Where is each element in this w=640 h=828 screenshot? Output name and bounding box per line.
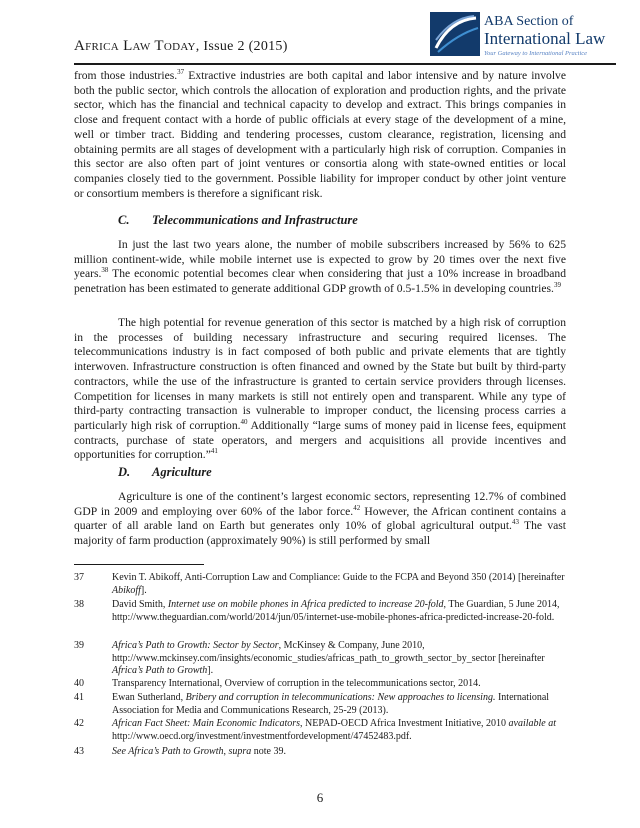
footnote-ref-40: 40 xyxy=(240,418,248,427)
paragraph-mobile: In just the last two years alone, the number of mobile subscribers increased by 56% to 625 million continent-wide, while mobile internet use is expected to grow by 20 times over the next five years.$^{38}$ The economic potential becomes clear when considering that just a 10% increase in broadband penetration has been estimated to generate additional GDP growth of 0.5-1.5% in developing countries.$^{39}$ xyxy=(74,238,566,296)
paragraph-agriculture: Agriculture is one of the continent’s largest economic sectors, representing 12.7% of combined GDP in 2009 and employing over 60% of the labor force.$^{42}$ However, the African continent contains a quarter of all arable land on Earth but generates only 10% of global agricultural output.$^{43}$ The vast majority of farm production (approximately 90%) is still performed by small xyxy=(74,490,566,548)
journal-title: Africa Law Today xyxy=(74,38,196,54)
footnote-separator xyxy=(74,564,204,565)
footnote-39: 39 Africa’s Path to Growth: Sector by Sector, McKinsey & Company, June 2010, http://www.mckinsey.com/insights/economic_studies/africas_path_to_growth_sector_by_sector [hereinafter Africa’s Path to Growth]. xyxy=(74,640,545,677)
aba-logo xyxy=(430,10,615,62)
paragraph-telecom-risk: The high potential for revenue generation of this sector is matched by a high risk of corruption in the processes of building necessary infrastructure and securing required licenses. The telecommunications industry is in fact composed of both public and private elements that are tightly interwoven. Infrastructure construction is often financed and owned by the State but built by third-party contractors, while the use of the infrastructure is granted to certain service providers through licenses. Competition for licenses in many markets is still not entirely open and transparent. While any type of third-party contracting transaction is vulnerable to improper conduct, the licensing process carries a particularly high risk of corruption.$^{40}$ Additionally “large sums of money paid in license fees, equipment contracts, purchase of state operators, and mergers and acquisitions all provide incentives and opportunities for corruption.”$^{41}$ xyxy=(74,316,566,462)
footnote-40: 40 Transparency International, Overview of corruption in the telecommunications sector, 2014. xyxy=(74,678,481,689)
globe-logo-icon xyxy=(430,12,480,56)
footnote-43: 43 See Africa’s Path to Growth, supra note 39. xyxy=(74,746,286,757)
footnote-ref-43: 43 xyxy=(511,518,519,527)
section-heading-telecom: C. Telecommunications and Infrastructure xyxy=(118,213,358,227)
footnote-ref-41: 41 xyxy=(210,447,218,456)
logo-tagline: Your Gateway to International Practice xyxy=(484,50,588,57)
footnote-ref-38: 38 xyxy=(101,266,109,275)
footnote-ref-42: 42 xyxy=(353,503,361,512)
logo-line-2: International Law xyxy=(484,29,606,48)
issue-label: , Issue 2 (2015) xyxy=(195,39,288,54)
footnote-ref-37: 37 xyxy=(177,68,185,77)
page-number: 6 xyxy=(316,790,324,805)
header-rule xyxy=(74,63,616,65)
running-header xyxy=(74,38,288,55)
paragraph-extractive: from those industries.$^{37}$ Extractive industries are both capital and labor intensive and by nature involve both the public sector, which controls the allocation of exploration and production rights, and the private sector, which has the financial and technical capacity to develop and extract. This brings companies in close and frequent contact with a horde of public officials at every stage of the development of a mine, well or timber tract. Bidding and tendering processes, custom clearance, registration, licensing and obtaining permits are all stages of development with a particularly high risk of corruption. Companies in this sector are also often part of joint ventures or consortia along with state-owned entities or local companies closely tied to the government. Possible liability for improper conduct by other joint venture or consortium members is therefore a significant risk. xyxy=(74,68,566,200)
footnote-42: 42 African Fact Sheet: Main Economic Indicators, NEPAD-OECD Africa Investment Initiative, 2010 available at http://www.oecd.org/investment/investmentfordevelopment/47452483.pdf. xyxy=(74,718,557,742)
section-heading-agriculture: D. Agriculture xyxy=(118,465,212,479)
footnote-41: 41 Ewan Sutherland, Bribery and corruption in telecommunications: New approaches to licensing. International Association for Media and Communications Research, 25-29 (2013). xyxy=(74,692,550,716)
footnote-ref-39: 39 xyxy=(553,281,561,290)
footnote-38: 38 David Smith, Internet use on mobile phones in Africa predicted to increase 20-fold, The Guardian, 5 June 2014, http://www.theguardian.com/world/2014/jun/05/internet-use-mobile-phones-africa-predicted-increase-20-fold. xyxy=(74,599,560,623)
logo-line-1: ABA Section of xyxy=(484,14,574,29)
footnote-37: 37 Kevin T. Abikoff, Anti-Corruption Law and Compliance: Guide to the FCPA and Beyond 350 (2014) [hereinafter Abikoff]. xyxy=(74,572,565,596)
